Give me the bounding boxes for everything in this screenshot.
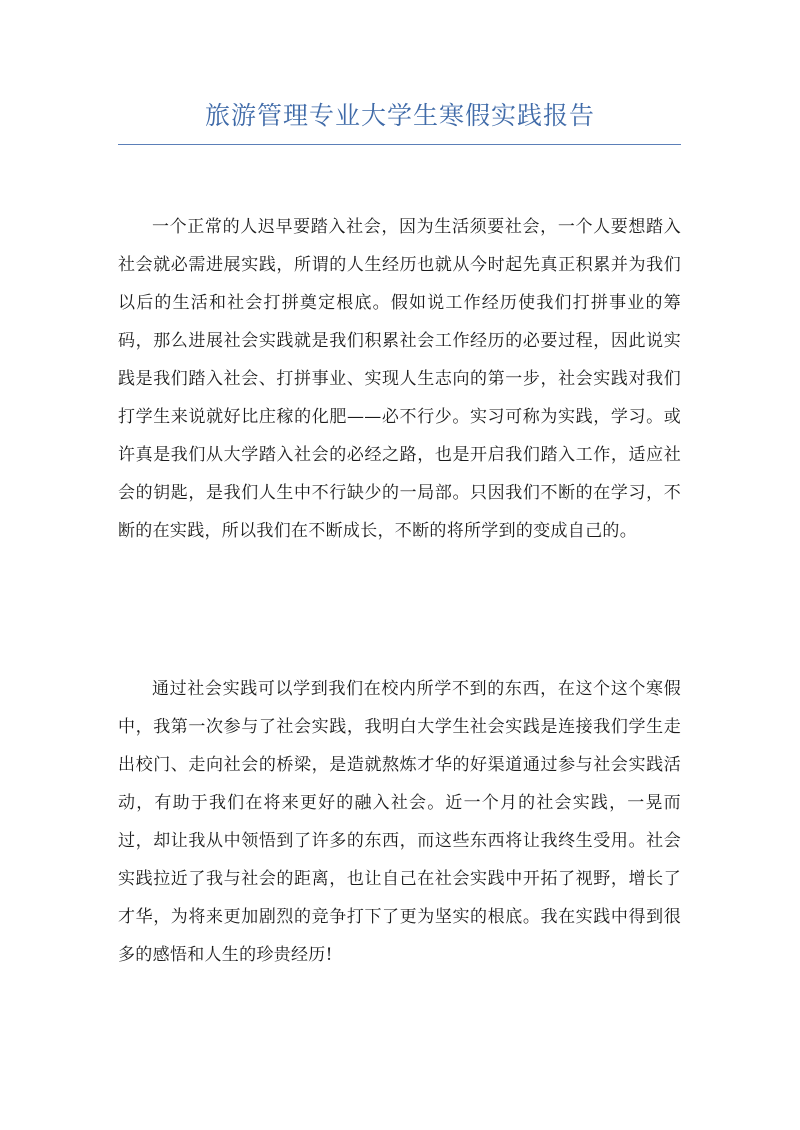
document-title: 旅游管理专业大学生寒假实践报告 bbox=[204, 101, 595, 130]
paragraph-1: 一个正常的人迟早要踏入社会，因为生活须要社会，一个人要想踏入社会就必需进展实践，所谓的人生经历也就从今时起先真正积累并为我们以后的生活和社会打拼奠定根底。假如说工作经历使我们打拼事业的筹码，那么进展社会实践就是我们积累社会工作经历的必要过程，因此说实践是我们踏入社会、打拼事业、实现人生志向的第一步，社会实践对我们打学生来说就好比庄稼的化肥——必不行少。实习可称为实践，学习。或许真是我们从大学踏入社会的必经之路，也是开启我们踏入工作，适应社会的钥匙，是我们人生中不行缺少的一局部。只因我们不断的在学习，不断的在实践，所以我们在不断成长，不断的将所学到的变成自己的。 bbox=[118, 217, 681, 541]
title-underline bbox=[118, 144, 681, 145]
paragraph-2: 通过社会实践可以学到我们在校内所学不到的东西，在这个这个寒假中，我第一次参与了社会实践，我明白大学生社会实践是连接我们学生走出校门、走向社会的桥梁，是造就熬炼才华的好渠道通过参与社会实践活动，有助于我们在将来更好的融入社会。近一个月的社会实践，一晃而过，却让我从中领悟到了许多的东西，而这些东西将让我终生受用。社会实践拉近了我与社会的距离，也让自己在社会实践中开拓了视野，增长了才华，为将来更加剧烈的竞争打下了更为坚实的根底。我在实践中得到很多的感悟和人生的珍贵经历! bbox=[118, 679, 681, 965]
